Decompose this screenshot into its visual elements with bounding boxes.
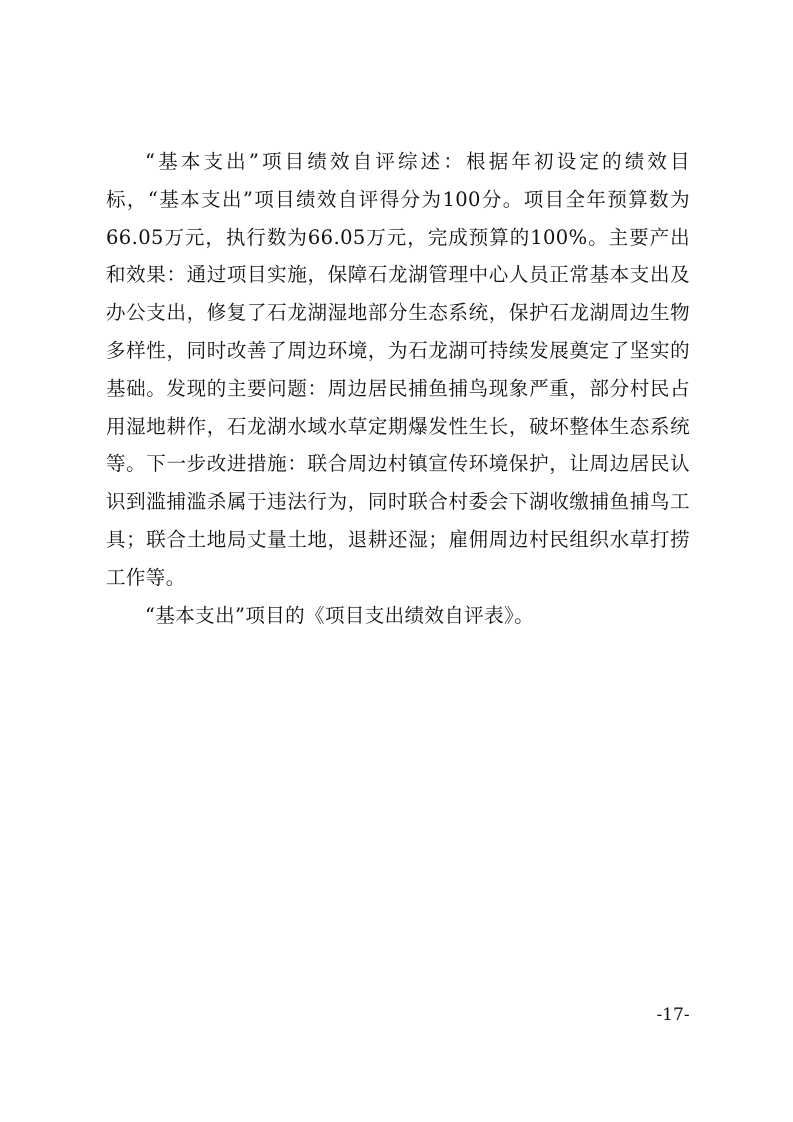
document-body (106, 143, 690, 634)
paragraph-self-evaluation-summary: “基本支出”项目绩效自评综述：根据年初设定的绩效目标，“基本支出”项目绩效自评得分为100分。项目全年预算数为66.05万元，执行数为66.05万元，完成预算的100%。主要产出和效果：通过项目实施，保障石龙湖管理中心人员正常基本支出及办公支出，修复了石龙湖湿地部分生态系统，保护石龙湖周边生物多样性，同时改善了周边环境，为石龙湖可持续发展奠定了坚实的基础。发现的主要问题：周边居民捕鱼捕鸟现象严重，部分村民占用湿地耕作，石龙湖水域水草定期爆发性生长，破坏整体生态系统等。下一步改进措施：联合周边村镇宣传环境保护，让周边居民认识到滥捕滥杀属于违法行为，同时联合村委会下湖收缴捕鱼捕鸟工具；联合土地局丈量土地，退耕还湿；雇佣周边村民组织水草打捞工作等。 (106, 150, 690, 589)
page-number: -17- (656, 1005, 690, 1025)
paragraph-evaluation-table-reference: “基本支出”项目的《项目支出绩效自评表》。 (145, 603, 535, 627)
